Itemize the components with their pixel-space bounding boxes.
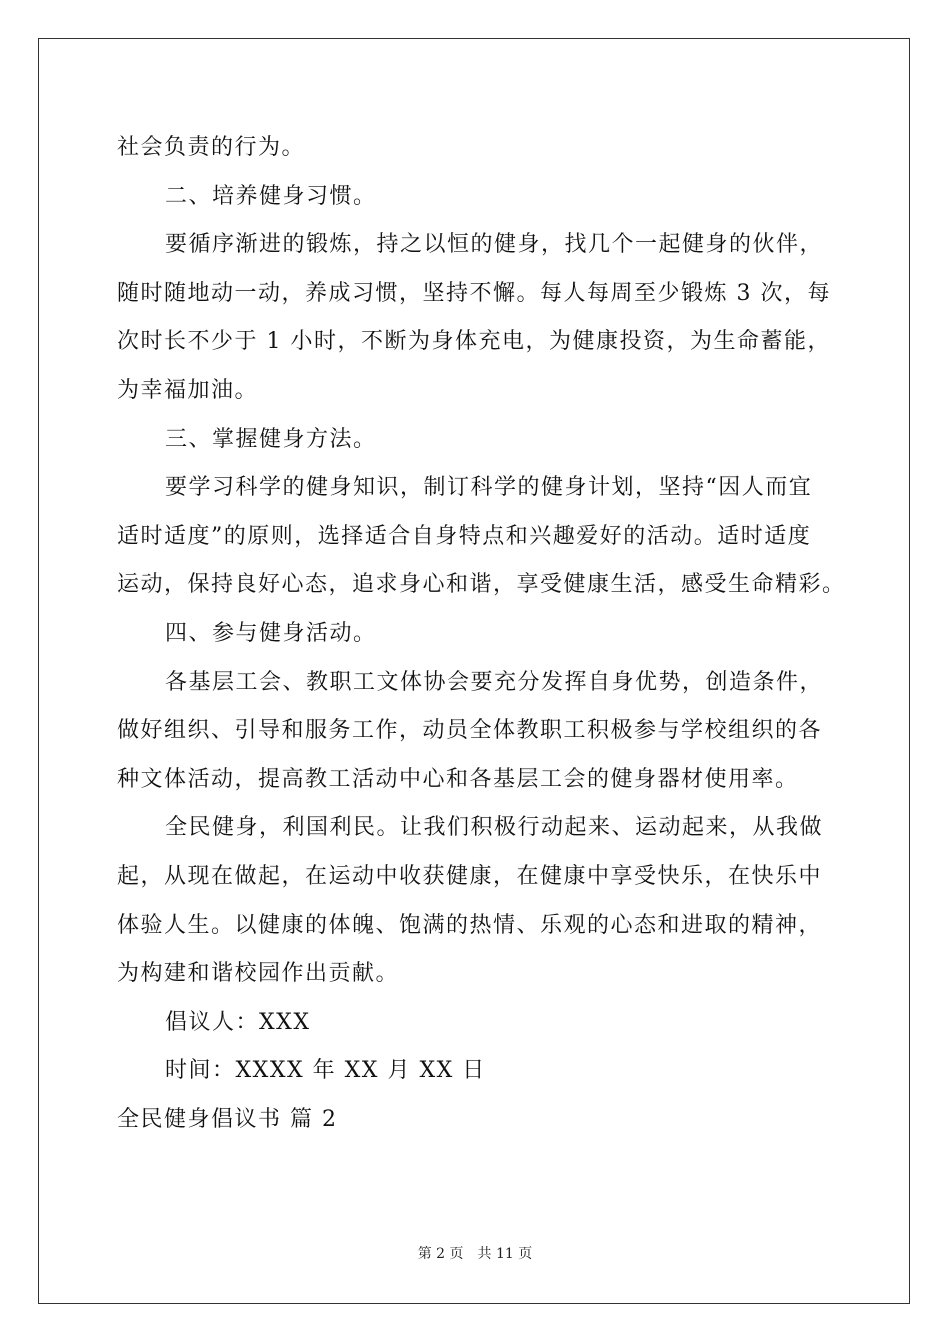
body-line: 社会负责的行为。 — [117, 135, 306, 160]
body-line: 为幸福加油。 — [117, 377, 259, 403]
section-heading: 三、掌握健身方法。 — [165, 426, 377, 452]
page-number: 第 2 页 — [417, 1246, 464, 1262]
body-line: 做好组织、引导和服务工作，动员全体教职工积极参与学校组织的各 — [117, 718, 823, 744]
body-line: 要学习科学的健身知识，制订科学的健身计划，坚持“因人而宜 — [165, 475, 813, 501]
body-line: 体验人生。以健康的体魄、饱满的热情、乐观的心态和进取的精神， — [117, 912, 823, 938]
next-section-title: 全民健身倡议书 篇 2 — [117, 1106, 338, 1132]
section-heading: 二、培养健身习惯。 — [165, 183, 377, 209]
signature-line: 倡议人：XXX — [165, 1009, 311, 1035]
body-line: 起，从现在做起，在运动中收获健康，在健康中享受快乐，在快乐中 — [117, 863, 823, 889]
body-line: 适时适度”的原则，选择适合自身特点和兴趣爱好的活动。适时适度 — [117, 523, 812, 549]
page-total: 共 11 页 — [477, 1246, 533, 1262]
body-line: 次时长不少于 1 小时，不断为身体充电，为健康投资，为生命蓄能， — [117, 329, 831, 355]
body-line: 各基层工会、教职工文体协会要充分发挥自身优势，创造条件， — [165, 669, 824, 695]
section-heading: 四、参与健身活动。 — [165, 620, 377, 646]
body-line: 为构建和谐校园作出贡献。 — [117, 961, 400, 987]
body-line: 要循序渐进的锻炼，持之以恒的健身，找几个一起健身的伙伴， — [165, 232, 824, 258]
document-body — [117, 124, 846, 1144]
page-footer — [0, 1243, 950, 1263]
body-line: 种文体活动，提高教工活动中心和各基层工会的健身器材使用率。 — [117, 766, 799, 792]
body-line: 全民健身，利国利民。让我们积极行动起来、运动起来，从我做 — [165, 815, 824, 841]
body-line: 随时随地动一动，养成习惯，坚持不懈。每人每周至少锻炼 3 次，每 — [117, 280, 831, 306]
body-line: 运动，保持良好心态，追求身心和谐，享受健康生活，感受生命精彩。 — [117, 572, 846, 598]
date-line: 时间：XXXX 年 XX 月 XX 日 — [165, 1058, 486, 1084]
